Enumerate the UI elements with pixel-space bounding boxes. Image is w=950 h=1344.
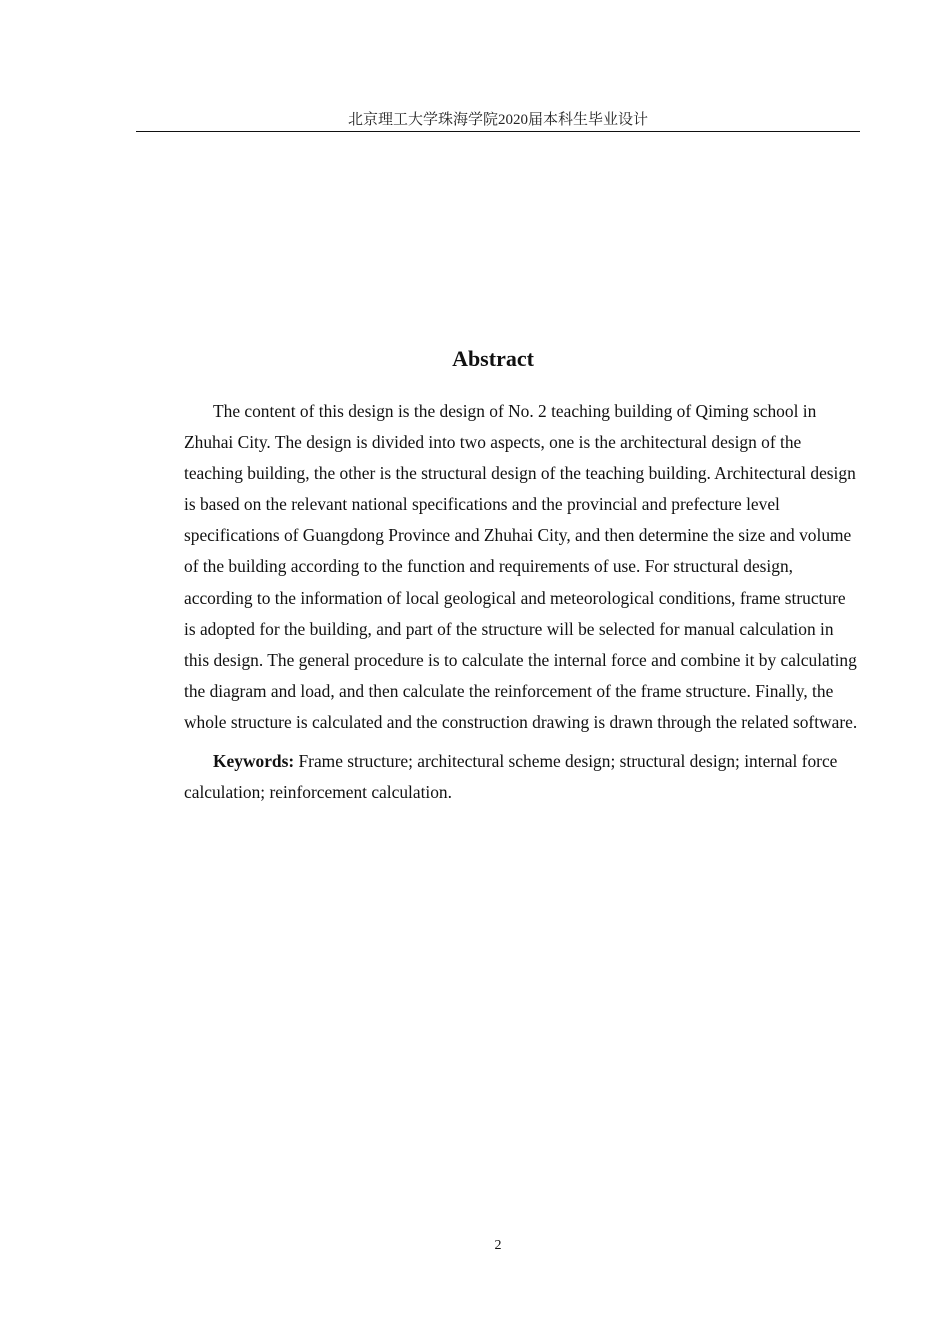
abstract-paragraph: The content of this design is the design of No. 2 teaching building of Qiming school in Zhuhai City. The design is divided into two aspects, one is the architectural design of the teaching building, the other is the structural design of the teaching building. Architectural design is based on the relevant national specifications and the provincial and prefecture level specifications of Guangdong Province and Zhuhai City, and then determine the size and volume of the building according to the function and requirements of use. For structural design, according to the information of local geological and meteorological conditions, frame structure is adopted for the building, and part of the structure will be selected for manual calculation in this design. The general procedure is to calculate the internal force and combine it by calculating the diagram and load, and then calculate the reinforcement of the frame structure. Finally, the whole structure is calculated and the construction drawing is drawn through the related software.	[184, 401, 858, 732]
keywords-label: Keywords:	[213, 751, 295, 772]
running-header: 北京理工大学珠海学院2020届本科生毕业设计	[347, 112, 648, 128]
keywords-paragraph	[184, 746, 860, 808]
abstract-body	[184, 396, 860, 808]
header-rule	[136, 131, 860, 132]
keywords-text: Frame structure; architectural scheme design; structural design; internal force calculation; reinforcement calculation.	[184, 751, 838, 803]
page-number: 2	[494, 1238, 502, 1253]
abstract-title: Abstract	[452, 346, 534, 371]
